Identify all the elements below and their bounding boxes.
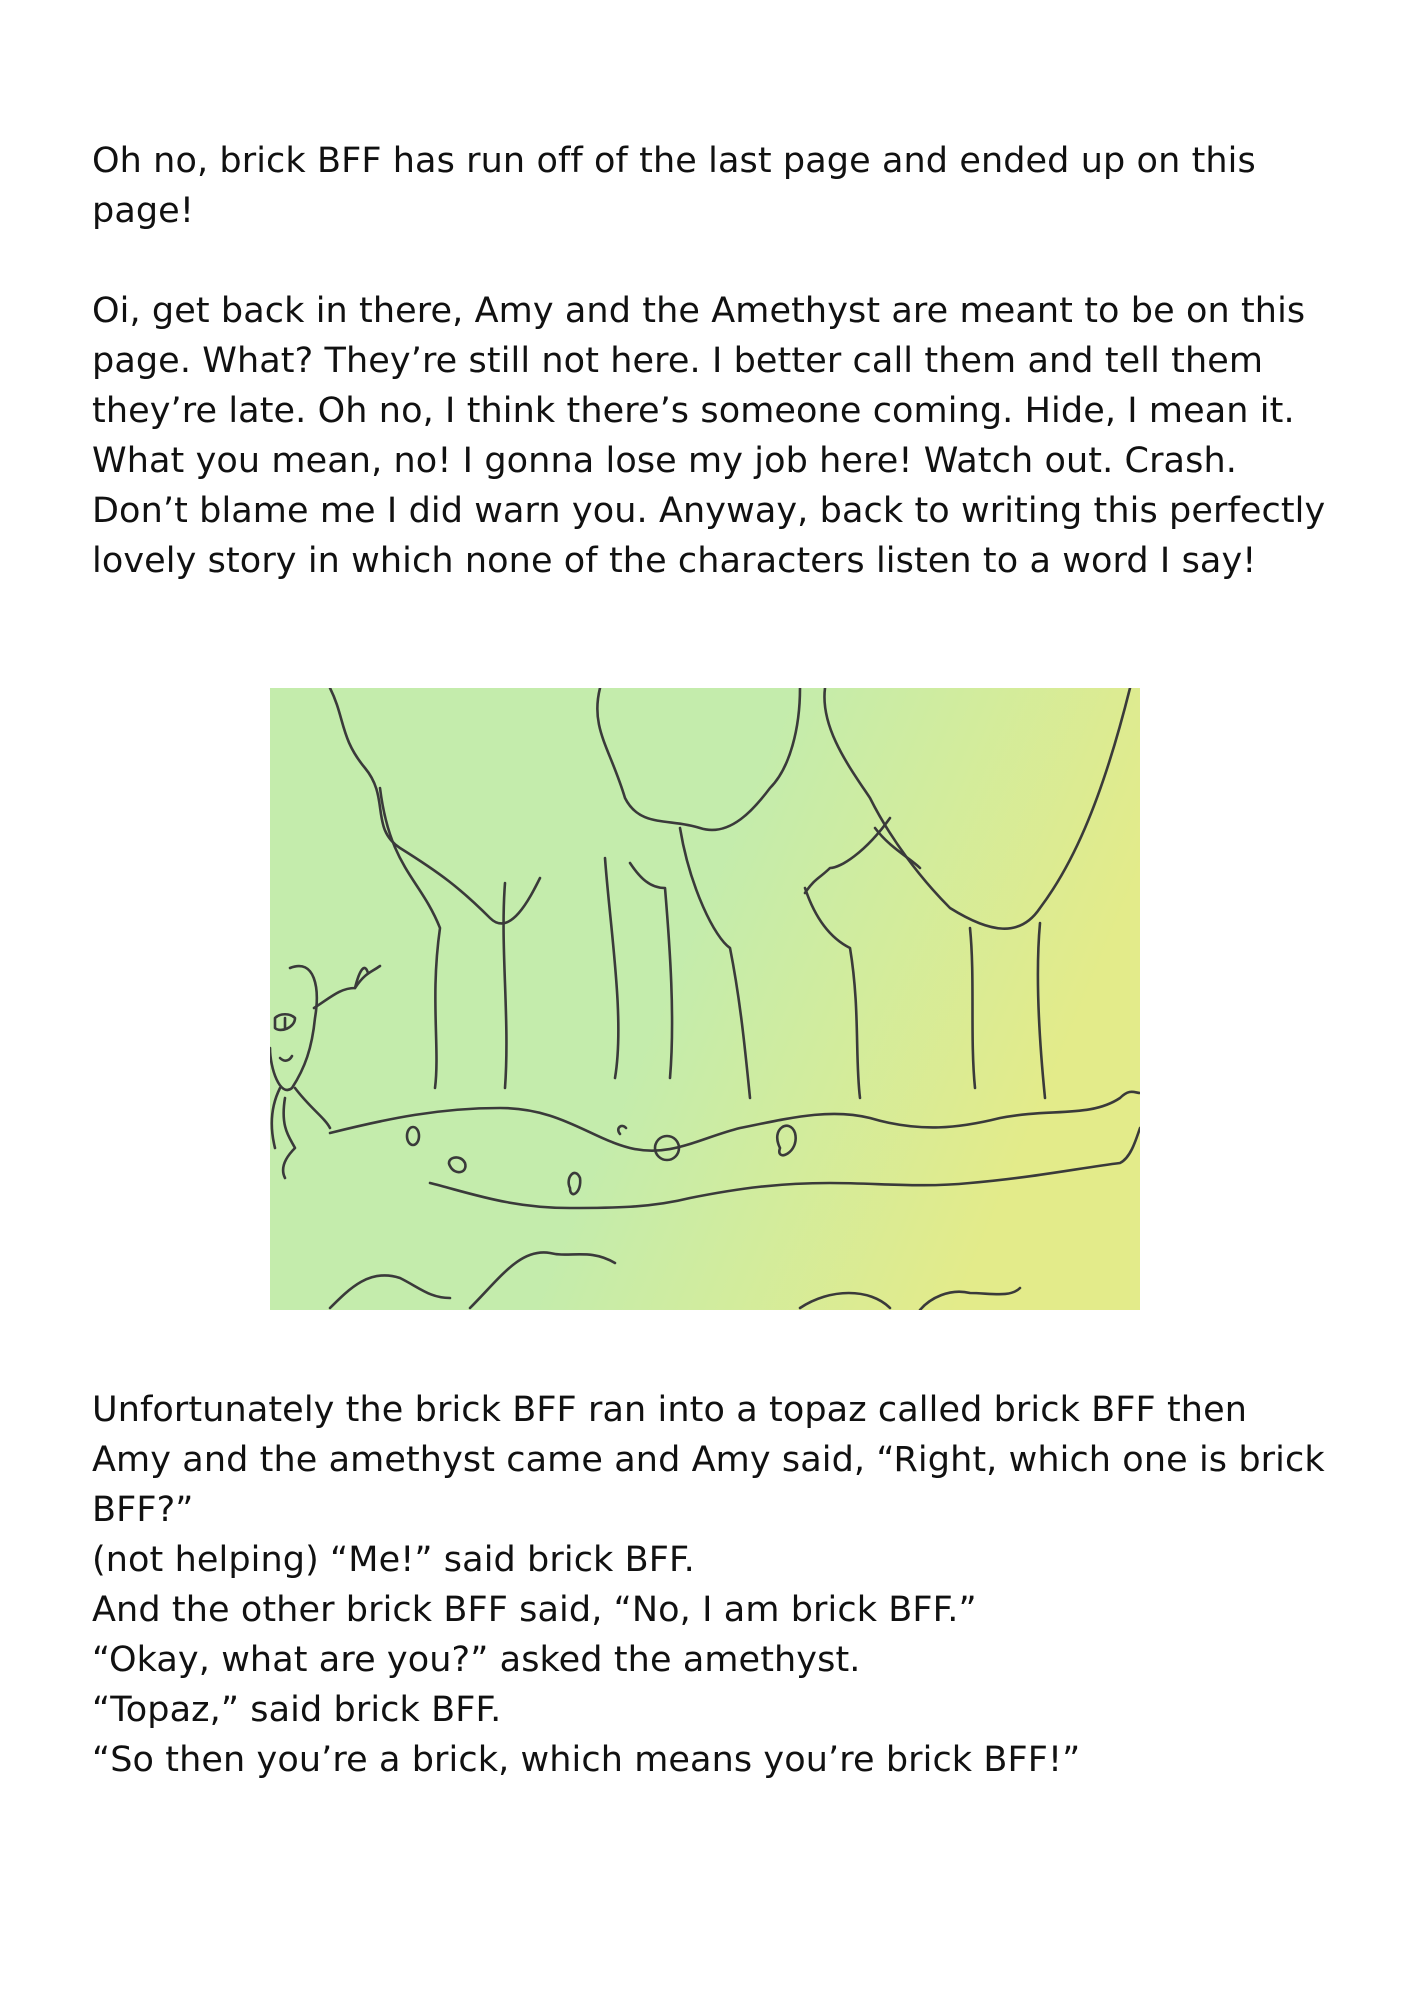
paragraph-line: “So then you’re a brick, which means you’re brick BFF!”	[92, 1740, 1081, 1780]
paragraph-line: “Topaz,” said brick BFF.	[92, 1690, 502, 1730]
paragraph-line: (not helping) “Me!” said brick BFF.	[92, 1540, 695, 1580]
paper-background	[270, 688, 1140, 1310]
paragraph-line: Unfortunately the brick BFF ran into a topaz called brick BFF then Amy and the amethyst came and Amy said, “Right, which one is brick BFF?”	[92, 1390, 1325, 1530]
story-paragraph-1	[92, 136, 1332, 236]
drawing-canvas	[270, 688, 1140, 1310]
pencil-drawing-illustration	[270, 688, 1140, 1310]
paragraph-line: “Okay, what are you?” asked the amethyst.	[92, 1640, 861, 1680]
paragraph-text: Oi, get back in there, Amy and the Amethyst are meant to be on this page. What? They’re still not here. I better call them and tell them they’re late. Oh no, I think there’s someone coming. Hide, I mean it. What you mean, no! I gonna lose my job here! Watch out. Crash. Don’t blame me I did warn you. Anyway, back to writing this perfectly lovely story in which none of the characters listen to a word I say!	[92, 291, 1326, 581]
story-paragraph-3	[92, 1385, 1332, 1785]
story-paragraph-2	[92, 286, 1332, 586]
paragraph-line: And the other brick BFF said, “No, I am brick BFF.”	[92, 1590, 977, 1630]
paragraph-text: Oh no, brick BFF has run off of the last page and ended up on this page!	[92, 141, 1256, 231]
